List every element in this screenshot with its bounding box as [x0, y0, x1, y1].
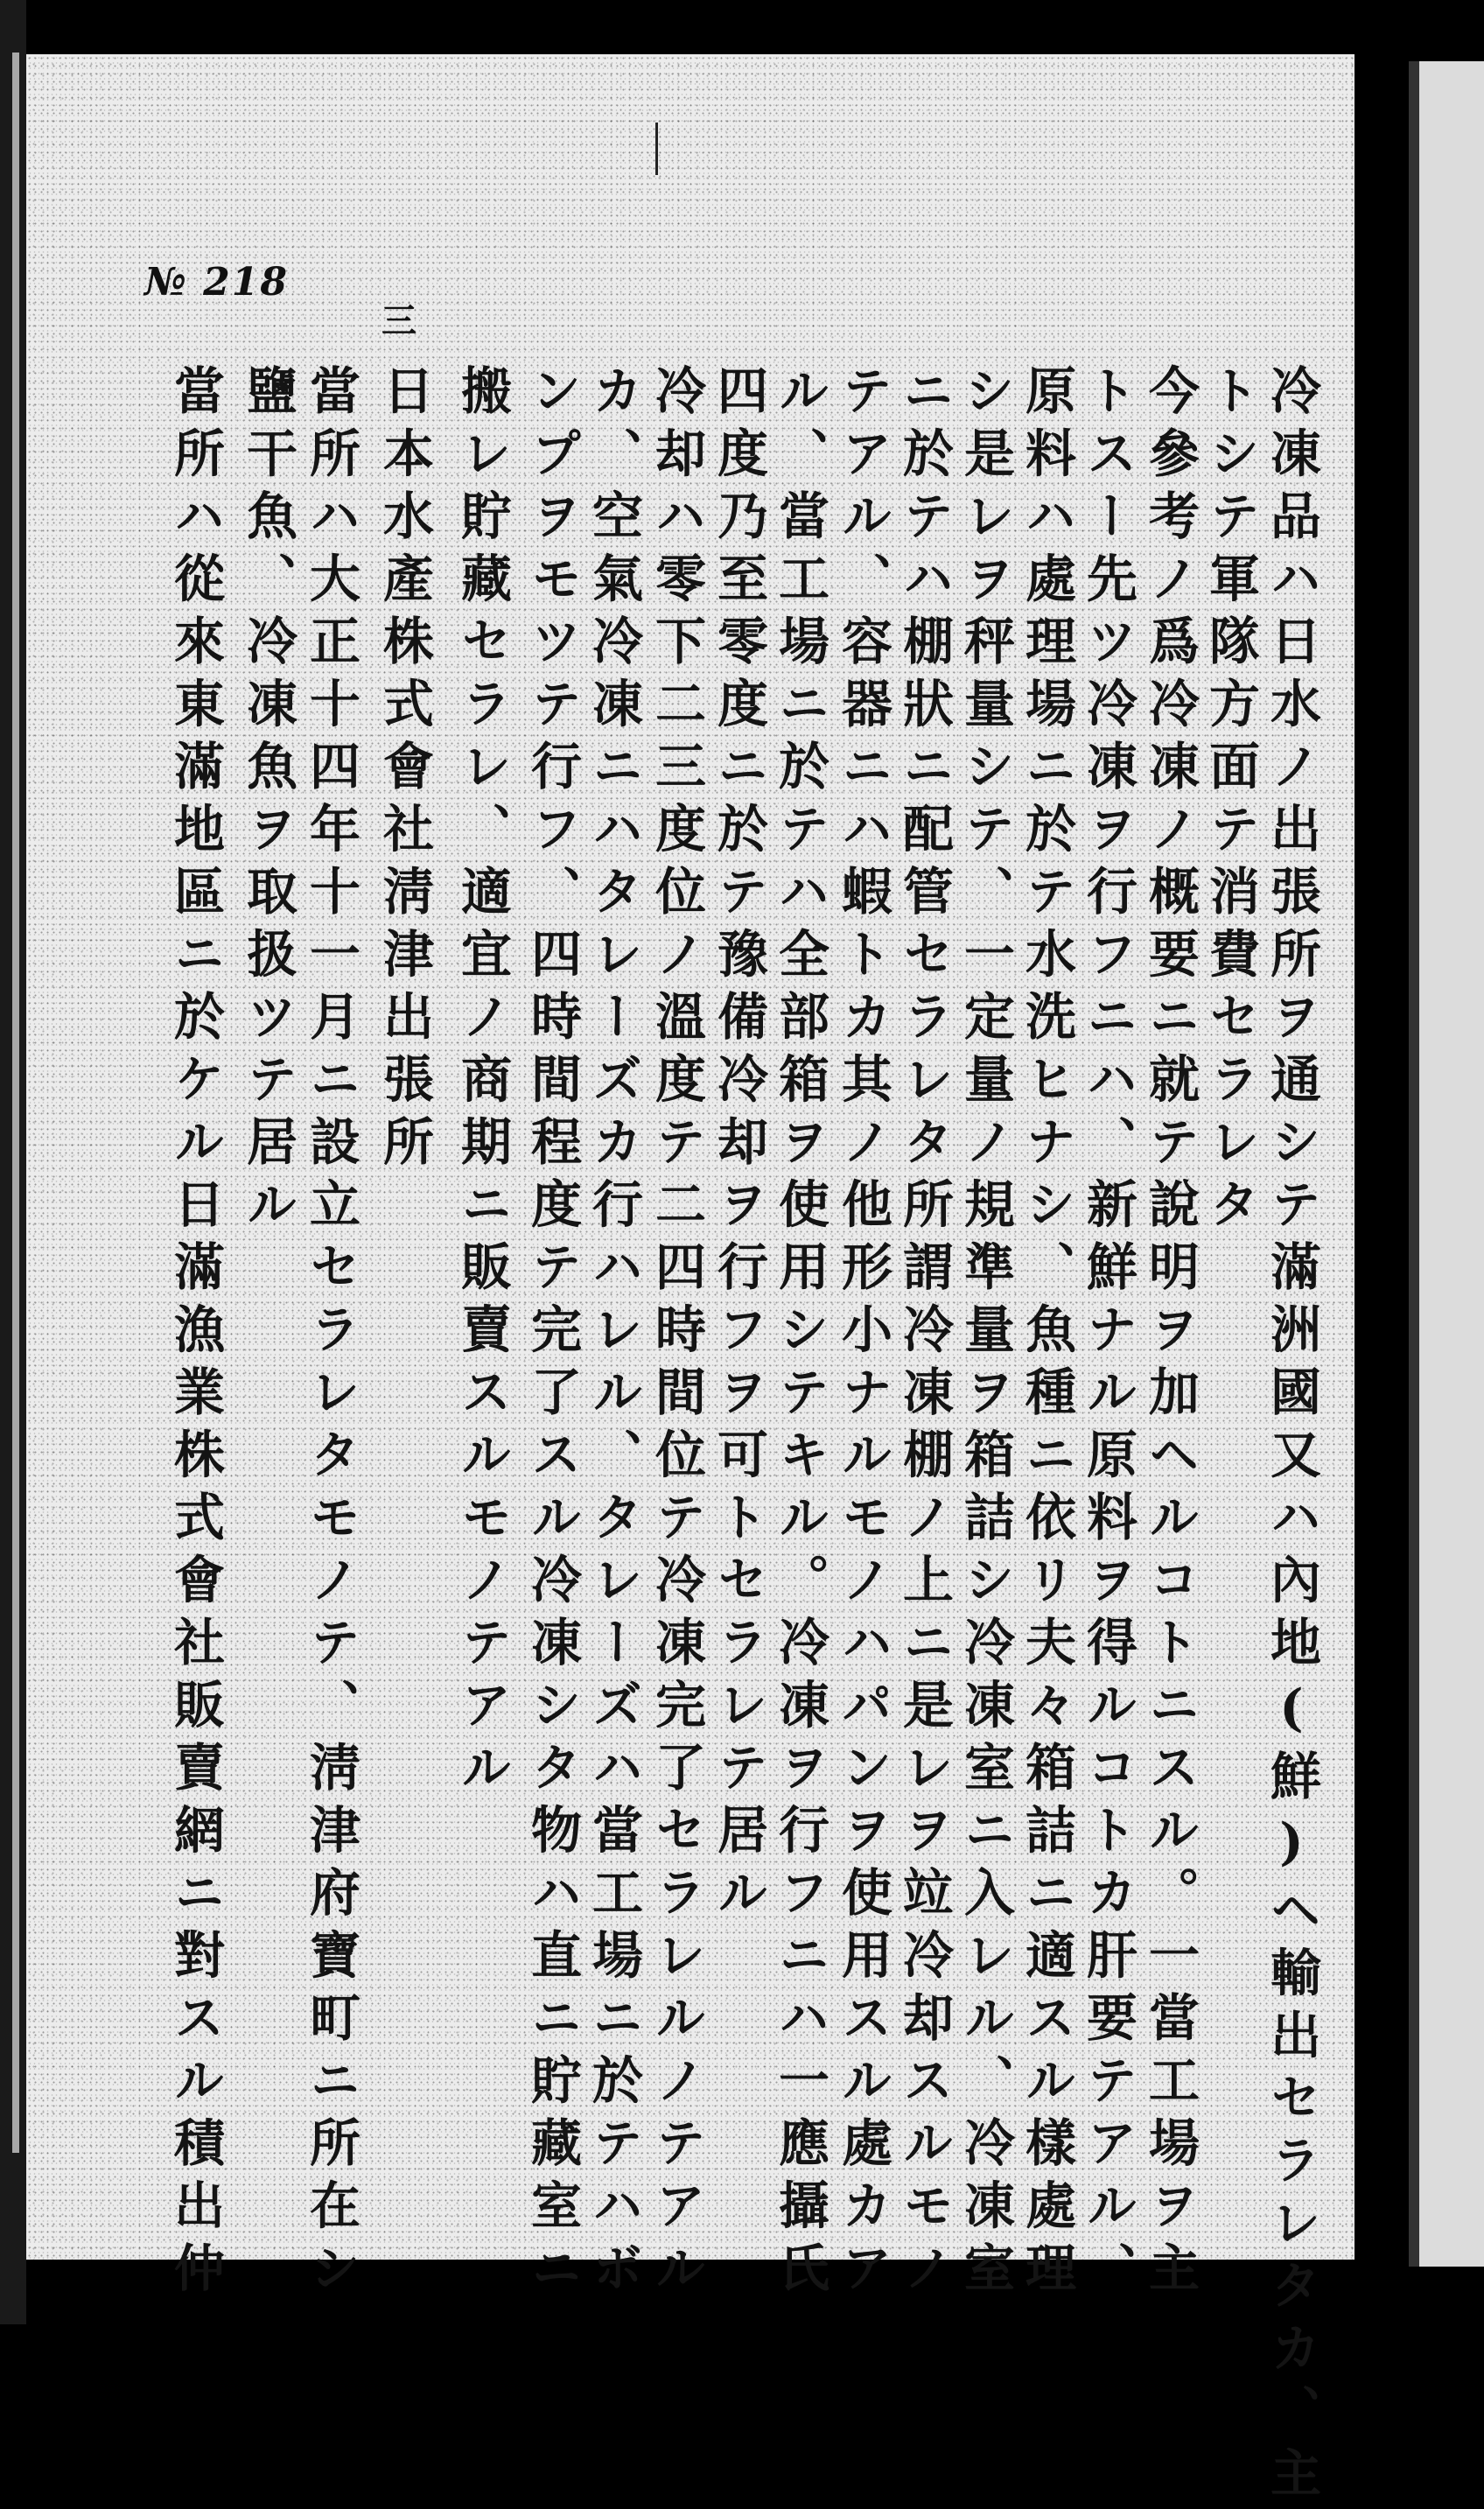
text-column: 冷却ハ零下二三度位ノ溫度テ二四時間位テ冷凍完了セラレルノテアル — [647, 364, 706, 2304]
text-column: トスー先ツ冷凍ヲ行フニハ、新鮮ナル原料ヲ得ルコトカ肝要テアル、 — [1078, 364, 1138, 2304]
text-column: テアル、容器ニハ蝦トカ其ノ他形小ナルモノハパンヲ使用スル處カア — [833, 364, 892, 2304]
section-marker: 三 — [382, 300, 416, 341]
text-column: トシテ軍隊方面テ消費セラレタ — [1200, 364, 1260, 1240]
text-column: ニ於テハ棚狀ニ配管セラレタ所謂冷凍棚ノ上ニ是レヲ竝冷却スルモノ — [894, 364, 954, 2304]
text-column: シ是レヲ秤量シテ、一定量ノ規準量ヲ箱詰シ冷凍室ニ入レル、冷凍室 — [956, 364, 1015, 2304]
text-column: 搬レ貯藏セラレ、適宜ノ商期ニ販賣スルモノテアル — [452, 364, 512, 1804]
text-column: 當所ハ大正十四年十一月ニ設立セラレタモノテ、淸津府寶町ニ所在シ — [301, 364, 360, 2304]
text-column: 當所ハ從來東滿地區ニ於ケル日滿漁業株式會社販賣網ニ對スル積出仲 — [165, 364, 225, 2304]
text-column: ンプヲモツテ行フ、四時間程度テ完了スル冷凍シタ物ハ直ニ貯藏室ニ — [522, 364, 582, 2304]
section-heading: 日本水產株式會社淸津出張所 — [374, 364, 434, 1178]
left-page-edge — [12, 53, 19, 2153]
text-column: 四度乃至零度ニ於テ豫備冷却ヲ行フヲ可トセラレテ居ル — [709, 364, 768, 1929]
page-number: № 218 — [144, 260, 289, 305]
text-column: 今參考ノ爲冷凍ノ概要ニ就テ說明ヲ加ヘルコトニスル。一當工場ヲ主 — [1140, 364, 1200, 2304]
text-column: 原料ハ處理場ニ於テ水洗ヒナシ、魚種ニ依リ夫々箱詰ニ適スル樣處理 — [1017, 364, 1076, 2304]
text-column: ル、當工場ニ於テハ全部箱ヲ使用シテキル。冷凍ヲ行フニハ一應攝氏 — [770, 364, 830, 2304]
adjacent-page-edge — [1409, 61, 1484, 2267]
text-column: 冷凍品ハ日水ノ出張所ヲ通シテ滿洲國又ハ內地(鮮)ヘ輸出セラレタカ、主 — [1262, 364, 1321, 2509]
page-gutter-shadow — [1409, 61, 1419, 2267]
text-column: カ、空氣冷凍ニハタレーズカ行ハレル、タレーズハ當工場ニ於テハボ — [584, 364, 643, 2304]
stray-mark — [655, 123, 658, 175]
text-column: 鹽干魚、冷凍魚ヲ取扱ツテ居ル — [238, 364, 298, 1240]
